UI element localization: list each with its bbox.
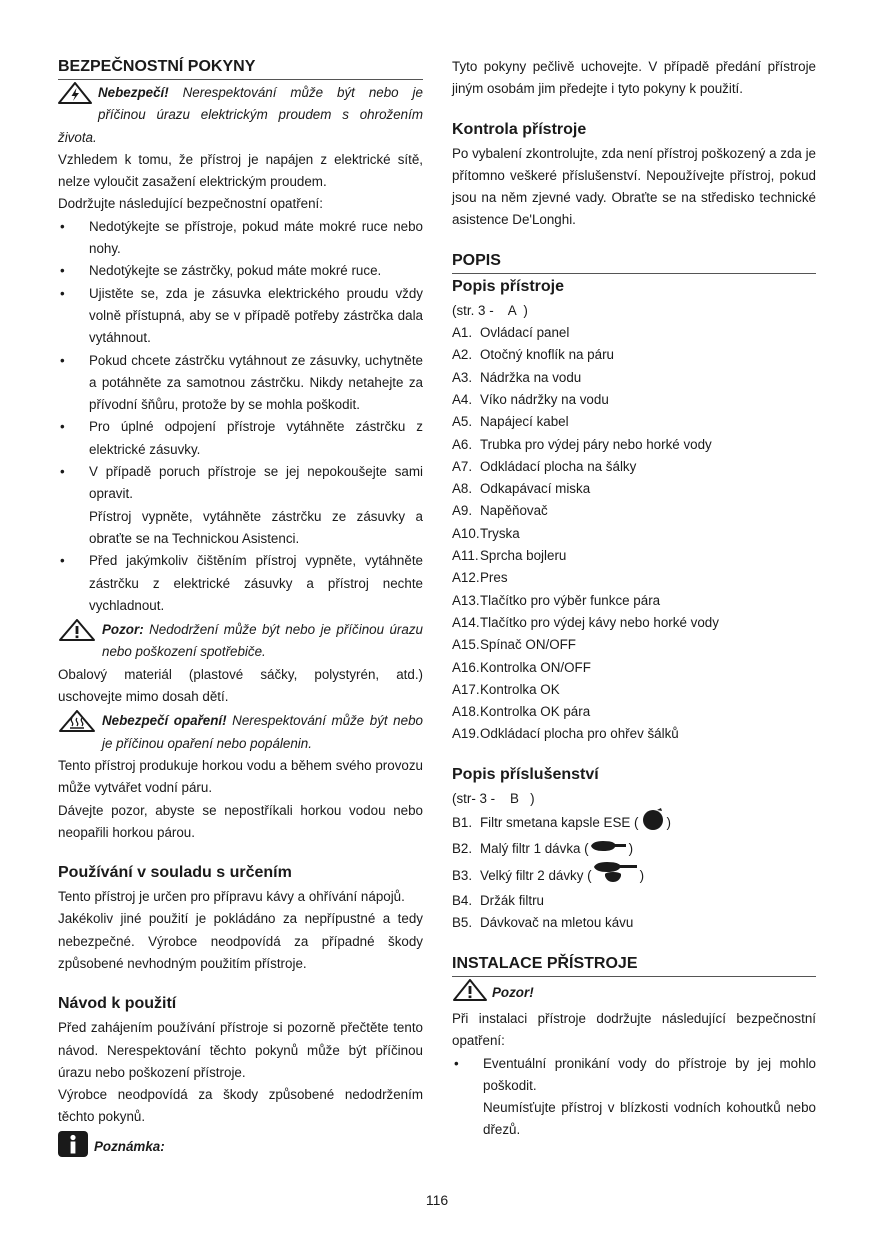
right-column (452, 56, 816, 1142)
note-label: Poznámka: (94, 1139, 165, 1155)
paragraph: Vzhledem k tomu, že přístroj je napájen z elektrické sítě, nelze vyloučit zasažení elektrickým proudem. (58, 151, 423, 190)
list-item: A13. Tlačítko pro výběr funkce pára (452, 592, 661, 608)
warning-triangle-icon (58, 619, 96, 648)
safety-title: BEZPEČNOSTNÍ POKYNY (58, 56, 423, 80)
install-list (452, 1053, 816, 1142)
burn-text: Nerespektování může být nebo je příčinou opaření nebo popálenin. (102, 713, 423, 751)
list-item-text: • Eventuální pronikání vody do přístroje by jej mohlo poškodit. (483, 1055, 816, 1093)
paragraph: Tento přístroj produkuje horkou vodu a během svého provozu může vytvářet vodní páru. (58, 757, 423, 796)
list-item: • Pokud chcete zástrčku vytáhnout ze zásuvky, uchytněte a potáhněte za samotnou zástrčku. Nikdy netahejte za přívodní šňůru, protože by se mohla poškodit. (58, 350, 423, 417)
caution-warning (58, 619, 423, 664)
paragraph: Dávejte pozor, abyste se nepostříkali horkou vodou nebo neopařili horkou párou. (58, 802, 423, 840)
list-item: B2. Malý filtr 1 dávka ( ) (452, 836, 816, 862)
paragraph: Výrobce neodpovídá za škody způsobené nedodržením těchto pokynů. (58, 1087, 423, 1125)
danger-label: Nebezpečí! (98, 85, 169, 100)
danger-text: Nerespektování může být nebo je příčinou úrazu elektrickým proudem s ohrožením života. (58, 85, 423, 145)
info-icon (58, 1131, 88, 1164)
use-title: Používání v souladu s určením (58, 864, 292, 882)
list-item: • Před jakýmkoliv čištěním přístroj vypněte, vytáhněte zástrčku z elektrické zásuvky a přístroj nechte vychladnout. (58, 550, 423, 617)
list-item: • Nedotýkejte se přístroje, pokud máte mokré ruce nebo nohy. (58, 216, 423, 261)
list-item-text: • V případě poruch přístroje se jej nepokoušejte sami opravit. (89, 464, 423, 502)
hot-surface-icon (58, 710, 96, 739)
list-item (452, 1053, 816, 1142)
list-item: A17. Kontrolka OK (452, 681, 560, 697)
list-item: B5. Dávkovač na mletou kávu (452, 915, 634, 931)
list-item: A3. Nádržka na vodu (452, 369, 582, 385)
paragraph: Dodržujte následující bezpečnostní opatření: (58, 196, 324, 212)
large-filter-icon (593, 861, 639, 890)
caution-text: Nedodržení může být nebo je příčinou úrazu nebo poškození spotřebiče. (102, 622, 423, 660)
list-item: • Pro úplné odpojení přístroje vytáhněte zástrčku z elektrické zásuvky. (58, 416, 423, 461)
list-item: A11. Sprcha bojleru (452, 548, 567, 564)
accessories-ref: (str- 3 - B ) (452, 790, 535, 806)
list-item-continuation: Neumísťujte přístroj v blízkosti vodních kohoutků nebo dřezů. (483, 1100, 816, 1138)
list-item: A18. Kontrolka OK pára (452, 704, 591, 720)
paragraph: Obalový materiál (plastové sáčky, polystyrén, atd.) uschovejte mimo dosah dětí. (58, 666, 423, 705)
list-item-continuation: Přístroj vypněte, vytáhněte zástrčku ze zásuvky a obraťte se na Technickou Asistenci. (89, 508, 423, 546)
install-title: INSTALACE PŘÍSTROJE (452, 953, 816, 977)
list-item: A7. Odkládací plocha na šálky (452, 458, 637, 474)
caution-label: Pozor! (492, 985, 534, 1001)
install-caution (452, 979, 816, 1008)
ese-pod-icon (640, 807, 666, 838)
list-item: B1. Filtr smetana kapsle ESE ( ) (452, 810, 816, 836)
list-item: A16. Kontrolka ON/OFF (452, 659, 591, 675)
list-item: A15. Spínač ON/OFF (452, 637, 576, 653)
small-filter-icon (590, 838, 628, 860)
manual-title: Návod k použití (58, 995, 177, 1013)
list-item: A4. Víko nádržky na vodu (452, 391, 609, 407)
list-item: A10. Tryska (452, 525, 520, 541)
list-item: B4. Držák filtru (452, 893, 544, 909)
list-item: B3. Velký filtr 2 dávky ( ) (452, 862, 816, 890)
list-item: A6. Trubka pro výdej páry nebo horké vody (452, 436, 712, 452)
note (58, 1131, 423, 1164)
warning-triangle-icon (452, 979, 488, 1008)
list-item: A12. Pres (452, 570, 508, 586)
list-item: A1. Ovládací panel (452, 325, 570, 341)
list-item: A2. Otočný knoflík na páru (452, 347, 614, 363)
list-item: • Ujistěte se, zda je zásuvka elektrického proudu vždy volně přístupná, aby se v případě potřeby zástrčka dala vytáhnout. (58, 283, 423, 350)
paragraph: Tyto pokyny pečlivě uchovejte. V případě předání přístroje jiným osobám jim předejte i tyto pokyny k použití. (452, 59, 816, 97)
paragraph: Před zahájením používání přístroje si pozorně přečtěte tento návod. Nerespektování těchto pokynů může být příčinou úrazu nebo poškození přístroje. (58, 1020, 423, 1080)
list-item: A19. Odkládací plocha pro ohřev šálků (452, 726, 679, 742)
burn-warning (58, 710, 423, 755)
burn-label: Nebezpečí opaření! (102, 713, 227, 729)
paragraph: Jakékoliv jiné použití je pokládáno za nepřípustné a tedy nebezpečné. Výrobce neodpovídá za případné škody způsobené nevhodným použitím přístroje. (58, 911, 423, 971)
accessories-list (452, 810, 816, 935)
list-item: A14. Tlačítko pro výdej kávy nebo horké vody (452, 614, 719, 630)
danger-warning (58, 82, 423, 149)
list-item: A5. Napájecí kabel (452, 414, 569, 430)
left-column (58, 56, 423, 1164)
page-number: 116 (425, 1192, 449, 1208)
paragraph: Po vybalení zkontrolujte, zda není přístroj poškozený a zda je přítomno veškeré příslušenství. Nepoužívejte přístroj, pokud jsou na něm zjevné vady. Obraťte se na středisko technické asistence De'Longhi. (452, 145, 816, 228)
accessories-title: Popis příslušenství (452, 765, 599, 783)
caution-label: Pozor: (102, 622, 144, 638)
description-title: POPIS (452, 250, 816, 274)
paragraph: Při instalaci přístroje dodržujte následující bezpečnostní opatření: (452, 1010, 816, 1049)
device-title: Popis přístroje (452, 277, 565, 295)
list-item: A8. Odkapávací miska (452, 481, 591, 497)
list-item (58, 461, 423, 550)
device-ref: (str. 3 - A ) (452, 302, 528, 318)
safety-list (58, 216, 423, 617)
check-title: Kontrola přístroje (452, 120, 587, 138)
electric-danger-icon (58, 82, 92, 111)
parts-list (452, 322, 816, 746)
paragraph: Tento přístroj je určen pro přípravu kávy a ohřívání nápojů. (58, 889, 405, 905)
list-item: • Nedotýkejte se zástrčky, pokud máte mokré ruce. (58, 260, 423, 282)
list-item: A9. Napěňovač (452, 503, 548, 519)
